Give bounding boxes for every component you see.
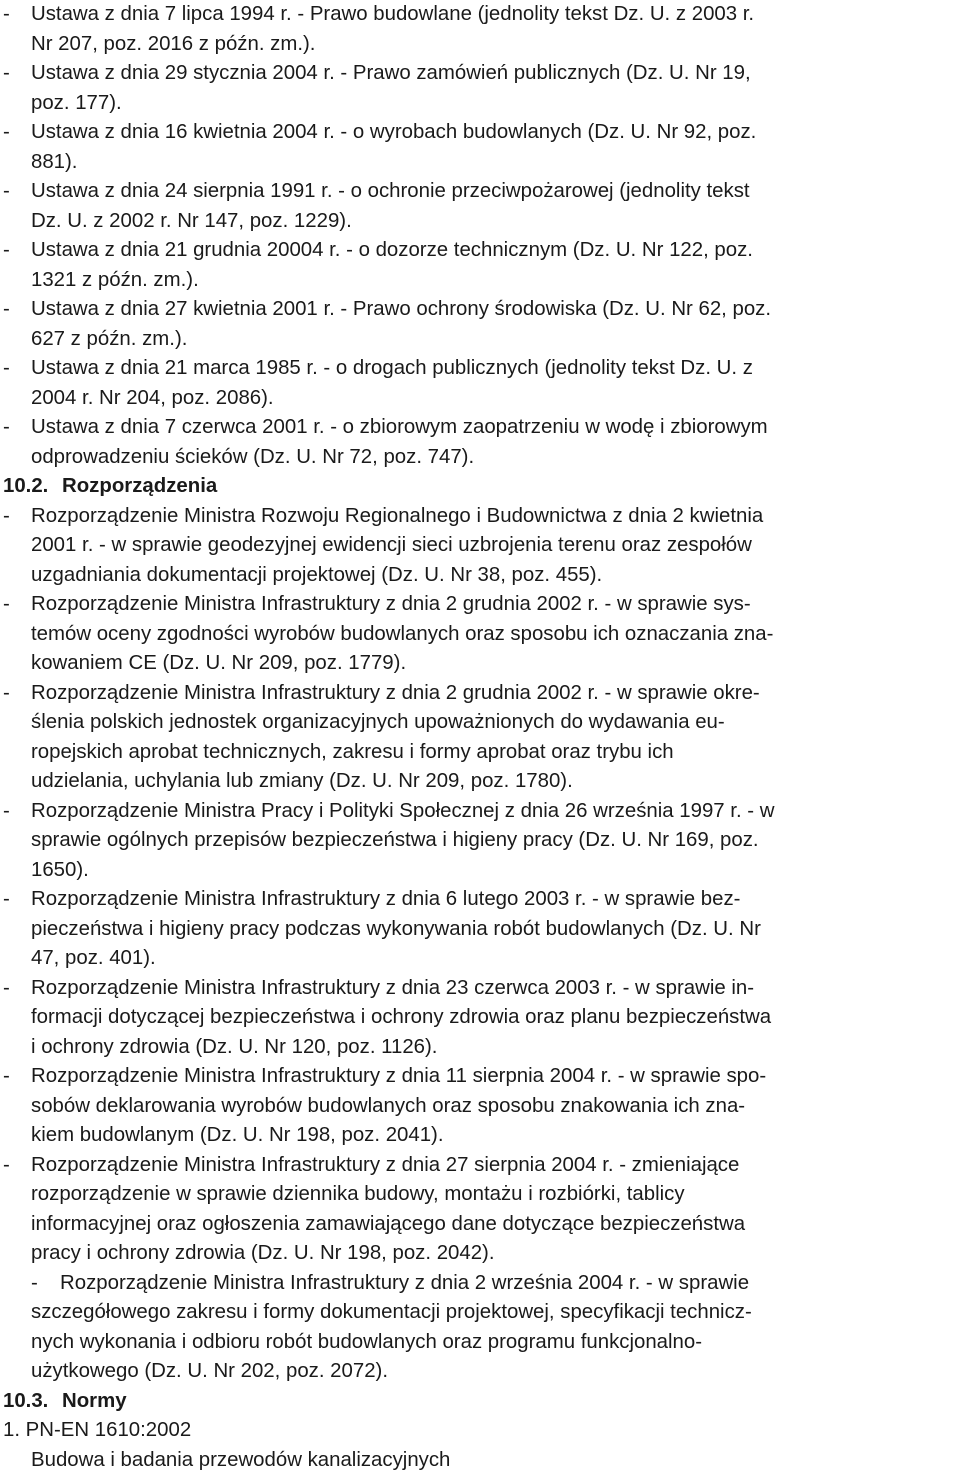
ustawa-item-dash: - <box>3 180 10 202</box>
rozporzadzenie-item-line: Rozporządzenie Ministra Infrastruktury z dnia 27 sierpnia 2004 r. - zmieniające <box>31 1153 740 1176</box>
ustawa-item-line: Ustawa z dnia 24 sierpnia 1991 r. - o ochronie przeciwpożarowej (jednolity tekst <box>31 180 750 202</box>
ustawa-item-line: Ustawa z dnia 21 grudnia 20004 r. - o dozorze technicznym (Dz. U. Nr 122, poz. <box>31 239 753 261</box>
rozporzadzenie-item-line: Rozporządzenie Ministra Infrastruktury z dnia 11 sierpnia 2004 r. - w sprawie spo- <box>31 1065 767 1087</box>
ustawa-item-dash: - <box>3 239 10 261</box>
rozporzadzenie-item-line: pieczeństwa i higieny pracy podczas wykonywania robót budowlanych (Dz. U. Nr <box>31 917 761 940</box>
ustawa-item-dash: - <box>3 416 10 438</box>
norma-code: 1. PN-EN 1610:2002 <box>3 1419 192 1441</box>
section-title: Rozporządzenia <box>62 475 218 497</box>
rozporzadzenie-item-line: Rozporządzenie Ministra Rozwoju Regionalnego i Budownictwa z dnia 2 kwietnia <box>31 504 764 527</box>
rozporzadzenie-item-dash: - <box>3 504 10 527</box>
ustawa-item-dash: - <box>3 121 10 143</box>
rozporzadzenie-item-line: informacyjnej oraz ogłoszenia zamawiającego dane dotyczące bezpieczeństwa <box>31 1212 746 1235</box>
ustawa-item-dash: - <box>3 298 10 320</box>
ustawa-item-line: 1321 z późn. zm.). <box>31 268 199 291</box>
rozporzadzenie-item-line: uzgadniania dokumentacji projektowej (Dz. U. Nr 38, poz. 455). <box>31 563 603 586</box>
rozporzadzenie-item-line: ropejskich aprobat technicznych, zakresu i formy aprobat oraz trybu ich <box>31 740 674 763</box>
ustawa-item-line: Ustawa z dnia 29 stycznia 2004 r. - Prawo zamówień publicznych (Dz. U. Nr 19, <box>31 62 751 84</box>
rozporzadzenie-item-line: 1650). <box>31 858 89 881</box>
rozporzadzenie-item-dash: - <box>31 1271 38 1294</box>
rozporzadzenie-item-line: pracy i ochrony zdrowia (Dz. U. Nr 198, poz. 2042). <box>31 1242 495 1264</box>
rozporzadzenie-item-dash: - <box>3 681 10 704</box>
rozporzadzenie-item-line: temów oceny zgodności wyrobów budowlanych oraz sposobu ich oznaczania zna- <box>31 622 774 645</box>
norma-title: Budowa i badania przewodów kanalizacyjnych <box>31 1448 451 1471</box>
rozporzadzenie-item-dash: - <box>3 799 10 822</box>
rozporzadzenie-item-line: sobów deklarowania wyrobów budowlanych oraz sposobu znakowania ich zna- <box>31 1094 746 1117</box>
rozporzadzenie-item-line: nych wykonania i odbioru robót budowlanych oraz programu funkcjonalno- <box>31 1330 703 1353</box>
ustawa-item-line: 627 z późn. zm.). <box>31 327 188 350</box>
rozporzadzenie-item-line: ślenia polskich jednostek organizacyjnych upoważnionych do wydawania eu- <box>31 711 725 733</box>
rozporzadzenie-item-line: sprawie ogólnych przepisów bezpieczeństwa i higieny pracy (Dz. U. Nr 169, poz. <box>31 829 759 851</box>
rozporzadzenie-item-line: Rozporządzenie Ministra Pracy i Polityki Społecznej z dnia 26 września 1997 r. - w <box>31 799 775 822</box>
ustawa-item-line: Ustawa z dnia 16 kwietnia 2004 r. - o wyrobach budowlanych (Dz. U. Nr 92, poz. <box>31 121 757 143</box>
ustawa-item-line: Dz. U. z 2002 r. Nr 147, poz. 1229). <box>31 209 352 232</box>
rozporzadzenie-item-dash: - <box>3 888 10 910</box>
rozporzadzenie-item-dash: - <box>3 593 10 615</box>
rozporzadzenie-item-line: Rozporządzenie Ministra Infrastruktury z dnia 2 września 2004 r. - w sprawie <box>60 1271 750 1294</box>
rozporzadzenie-item-line: szczegółowego zakresu i formy dokumentacji projektowej, specyfikacji technicz- <box>31 1301 752 1323</box>
rozporzadzenie-item-dash: - <box>3 1153 10 1176</box>
rozporzadzenie-item-dash: - <box>3 976 10 999</box>
rozporzadzenie-item-line: udzielania, uchylania lub zmiany (Dz. U. Nr 209, poz. 1780). <box>31 770 573 792</box>
rozporzadzenie-item-line: 2001 r. - w sprawie geodezyjnej ewidencji sieci uzbrojenia terenu oraz zespołów <box>31 534 752 556</box>
ustawa-item-line: Ustawa z dnia 7 czerwca 2001 r. - o zbiorowym zaopatrzeniu w wodę i zbiorowym <box>31 416 768 438</box>
ustawa-item-dash: - <box>3 3 10 25</box>
rozporzadzenie-item-line: kiem budowlanym (Dz. U. Nr 198, poz. 2041). <box>31 1124 444 1146</box>
ustawa-item-line: Ustawa z dnia 21 marca 1985 r. - o drogach publicznych (jednolity tekst Dz. U. z <box>31 357 753 379</box>
rozporzadzenie-item-line: 47, poz. 401). <box>31 947 156 969</box>
ustawa-item-line: Ustawa z dnia 7 lipca 1994 r. - Prawo budowlane (jednolity tekst Dz. U. z 2003 r. <box>31 3 755 25</box>
rozporzadzenie-item-line: użytkowego (Dz. U. Nr 202, poz. 2072). <box>31 1360 388 1382</box>
rozporzadzenie-item-line: formacji dotyczącej bezpieczeństwa i ochrony zdrowia oraz planu bezpieczeństwa <box>31 1006 772 1028</box>
ustawa-item-line: poz. 177). <box>31 91 122 114</box>
ustawa-item-dash: - <box>3 357 10 379</box>
ustawa-item-line: 881). <box>31 150 78 173</box>
ustawa-item-line: odprowadzeniu ścieków (Dz. U. Nr 72, poz. 747). <box>31 445 475 468</box>
rozporzadzenie-item-line: Rozporządzenie Ministra Infrastruktury z dnia 2 grudnia 2002 r. - w sprawie okre- <box>31 681 760 704</box>
rozporzadzenie-item-line: i ochrony zdrowia (Dz. U. Nr 120, poz. 1126). <box>31 1035 438 1058</box>
rozporzadzenie-item-line: kowaniem CE (Dz. U. Nr 209, poz. 1779). <box>31 652 407 674</box>
ustawa-item-line: Ustawa z dnia 27 kwietnia 2001 r. - Prawo ochrony środowiska (Dz. U. Nr 62, poz. <box>31 298 772 320</box>
rozporzadzenie-item-line: rozporządzenie w sprawie dziennika budowy, montażu i rozbiórki, tablicy <box>31 1183 685 1205</box>
rozporzadzenie-item-dash: - <box>3 1065 10 1087</box>
rozporzadzenie-item-line: Rozporządzenie Ministra Infrastruktury z dnia 23 czerwca 2003 r. - w sprawie in- <box>31 976 755 999</box>
section-title: Normy <box>62 1389 127 1412</box>
ustawa-item-line: 2004 r. Nr 204, poz. 2086). <box>31 386 274 409</box>
rozporzadzenie-item-line: Rozporządzenie Ministra Infrastruktury z dnia 6 lutego 2003 r. - w sprawie bez- <box>31 888 741 910</box>
section-number: 10.3. <box>3 1389 49 1412</box>
ustawa-item-line: Nr 207, poz. 2016 z późn. zm.). <box>31 32 316 55</box>
rozporzadzenie-item-line: Rozporządzenie Ministra Infrastruktury z dnia 2 grudnia 2002 r. - w sprawie sys- <box>31 593 751 615</box>
section-number: 10.2. <box>3 475 49 497</box>
ustawa-item-dash: - <box>3 62 10 84</box>
